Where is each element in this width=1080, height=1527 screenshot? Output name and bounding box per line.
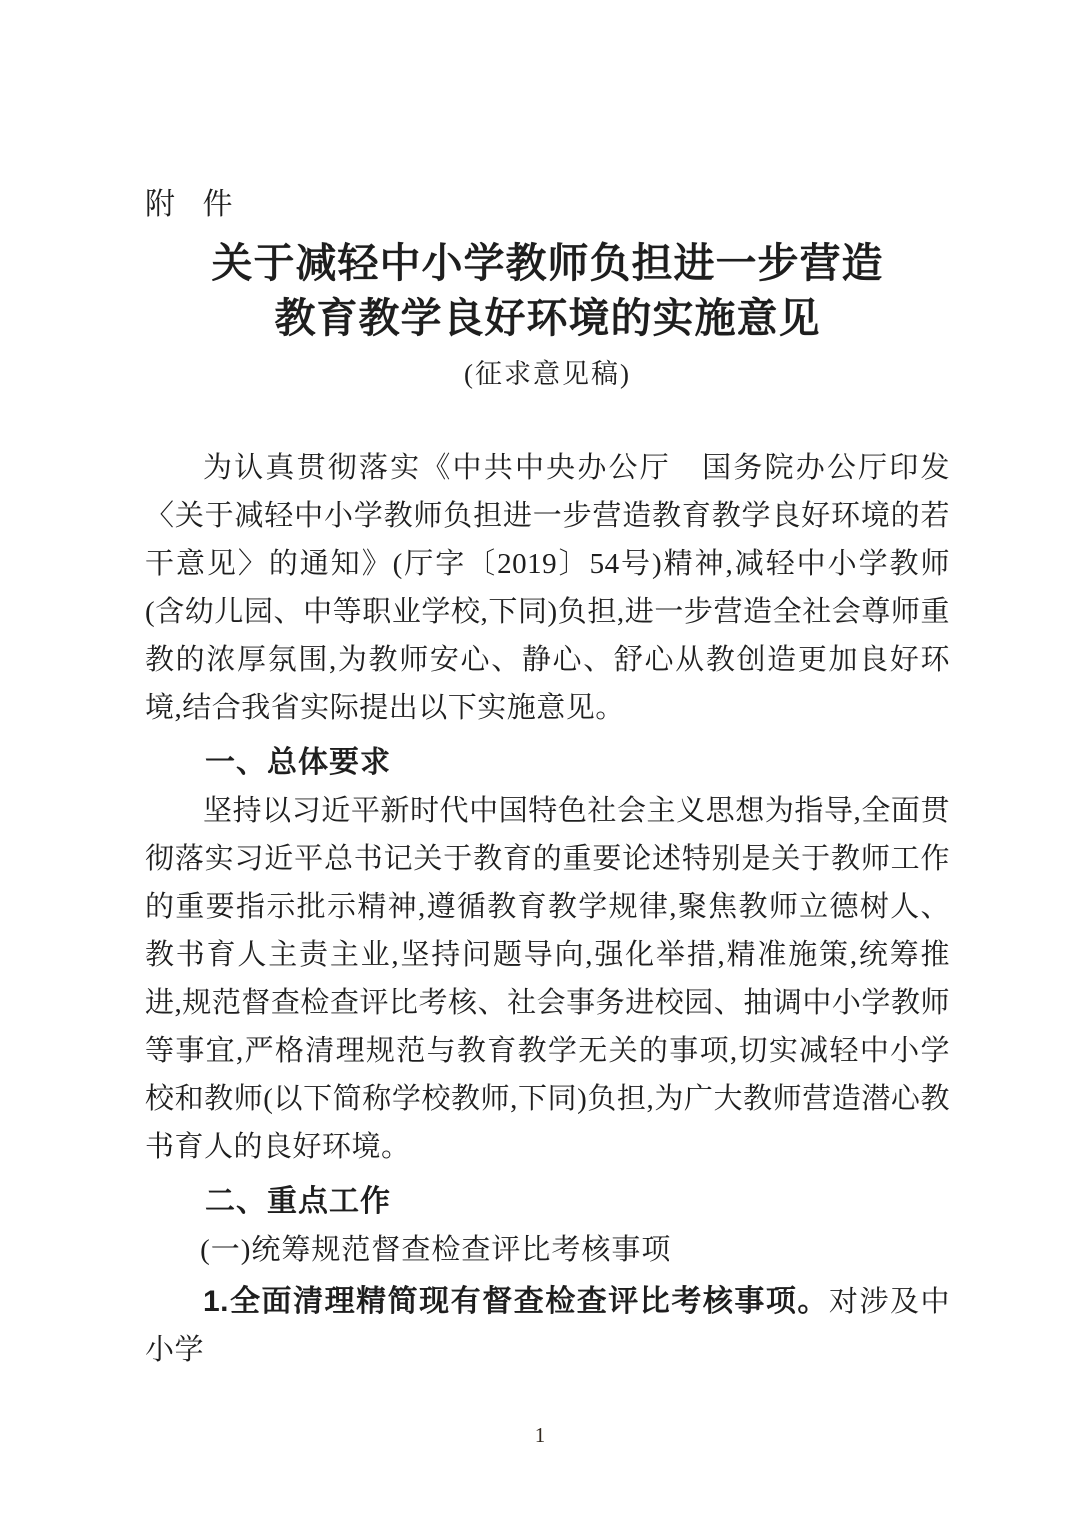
item-1-lead-bold: 1.全面清理精简现有督查检查评比考核事项。 [203,1285,829,1318]
subsection-heading-1: (一)统筹规范督查检查评比考核事项 [200,1234,672,1266]
item-paragraph-1 [145,1278,950,1374]
attachment-label: 附 件 [145,188,243,221]
document-content [145,186,950,1374]
document-body [145,444,950,1374]
page-number: 1 [534,1423,546,1447]
document-title-line1: 关于减轻中小学教师负担进一步营造 [211,240,884,286]
document-title [145,236,950,346]
document-subtitle: (征求意见稿) [464,359,631,389]
document-title-line2: 教育教学良好环境的实施意见 [274,295,821,341]
paragraph-general-requirements: 坚持以习近平新时代中国特色社会主义思想为指导,全面贯彻落实习近平总书记关于教育的重要论述特别是关于教师工作的重要指示批示精神,遵循教育教学规律,聚焦教师立德树人、教书育人主责主业,坚持问题导向,强化举措,精准施策,统筹推进,规范督查检查评比考核、社会事务进校园、抽调中小学教师等事宜,严格清理规范与教育教学无关的事项,切实减轻中小学校和教师(以下简称学校教师,下同)负担,为广大教师营造潜心教书育人的良好环境。 [145,795,950,1163]
paragraph-intro: 为认真贯彻落实《中共中央办公厅 国务院办公厅印发〈关于减轻中小学教师负担进一步营造教育教学良好环境的若干意见〉的通知》(厅字〔2019〕54号)精神,减轻中小学教师(含幼儿园、中等职业学校,下同)负担,进一步营造全社会尊师重教的浓厚氛围,为教师安心、静心、舒心从教创造更加良好环境,结合我省实际提出以下实施意见。 [145,452,950,724]
section-heading-2: 二、重点工作 [205,1185,391,1218]
section-heading-1: 一、总体要求 [205,746,391,779]
item-1-rest: 对涉及中小学 [145,1286,950,1366]
